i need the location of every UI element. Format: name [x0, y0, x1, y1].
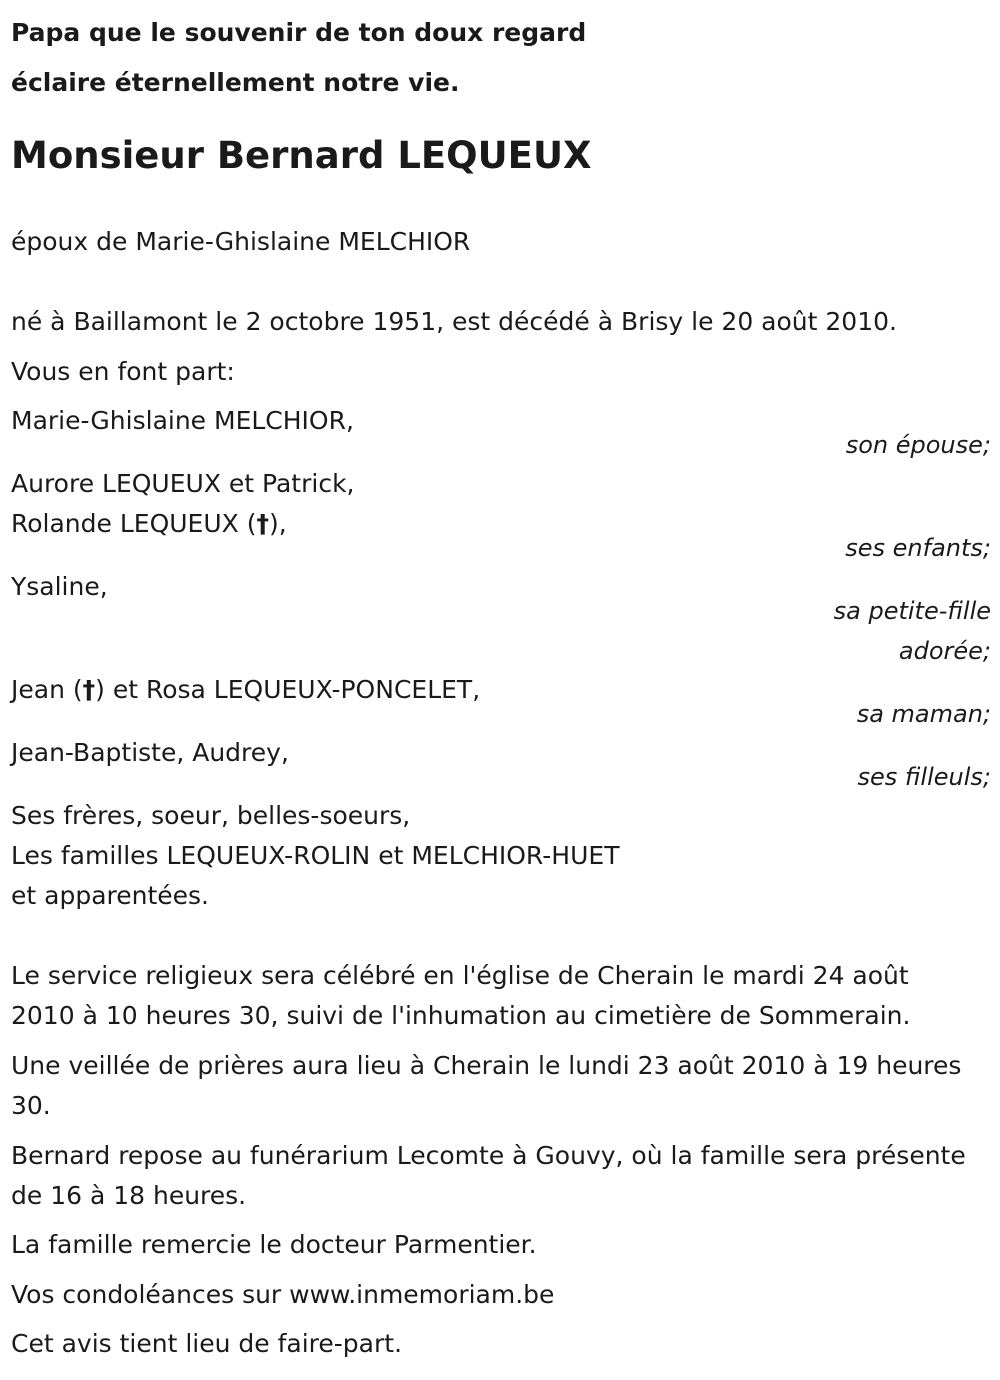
spouse-name: Marie-Ghislaine MELCHIOR,: [11, 406, 354, 435]
deceased-name: Monsieur Bernard LEQUEUX: [11, 134, 592, 177]
granddaughter-role-line-2: adorée;: [898, 637, 991, 665]
parents-line: [11, 670, 480, 710]
parents-start: Jean (: [11, 675, 83, 704]
families-line: Les familles LEQUEUX-ROLIN et MELCHIOR-HUET: [11, 841, 620, 870]
granddaughter-name: Ysaline,: [11, 572, 108, 601]
child-rolande: [11, 504, 287, 544]
parents-end: ) et Rosa LEQUEUX-PONCELET,: [95, 675, 481, 704]
epigraph-line-1: Papa que le souvenir de ton doux regard: [11, 18, 587, 47]
epigraph-line-2: éclaire éternellement notre vie.: [11, 68, 460, 97]
children-role: ses enfants;: [845, 534, 991, 562]
child-aurore: Aurore LEQUEUX et Patrick,: [11, 469, 355, 498]
granddaughter-role-line-1: sa petite-fille: [833, 597, 991, 625]
announce-intro: Vous en font part:: [11, 357, 235, 386]
obituary-notice: [11, 0, 991, 1380]
related-line: et apparentées.: [11, 881, 209, 910]
cross-icon: †: [82, 675, 96, 704]
repose-paragraph: Bernard repose au funérarium Lecomte à Gouvy, où la famille sera présente de 16 à 18 heures.: [11, 1141, 966, 1210]
child-rolande-name: Rolande LEQUEUX (: [11, 509, 257, 538]
spouse-role: son épouse;: [845, 431, 991, 459]
service-paragraph: Le service religieux sera célébré en l'église de Cherain le mardi 24 août 2010 à 10 heures 30, suivi de l'inhumation au cimetière de Sommerain.: [11, 961, 911, 1030]
parents-role: sa maman;: [856, 700, 991, 728]
child-rolande-end: ),: [268, 509, 287, 538]
condolences-line: Vos condoléances sur www.inmemoriam.be: [11, 1280, 555, 1309]
godchildren-role: ses filleuls;: [857, 763, 991, 791]
cross-icon: †: [256, 509, 269, 538]
birth-death-line: né à Baillamont le 2 octobre 1951, est décédé à Brisy le 20 août 2010.: [11, 307, 897, 336]
godchildren-name: Jean-Baptiste, Audrey,: [11, 738, 289, 767]
vigil-paragraph: Une veillée de prières aura lieu à Cherain le lundi 23 août 2010 à 19 heures 30.: [11, 1051, 962, 1120]
spouse-line: époux de Marie-Ghislaine MELCHIOR: [11, 227, 471, 256]
thanks-line: La famille remercie le docteur Parmentier.: [11, 1230, 537, 1259]
notice-line: Cet avis tient lieu de faire-part.: [11, 1329, 403, 1358]
siblings-line: Ses frères, soeur, belles-soeurs,: [11, 801, 411, 830]
epigraph: [11, 8, 911, 108]
